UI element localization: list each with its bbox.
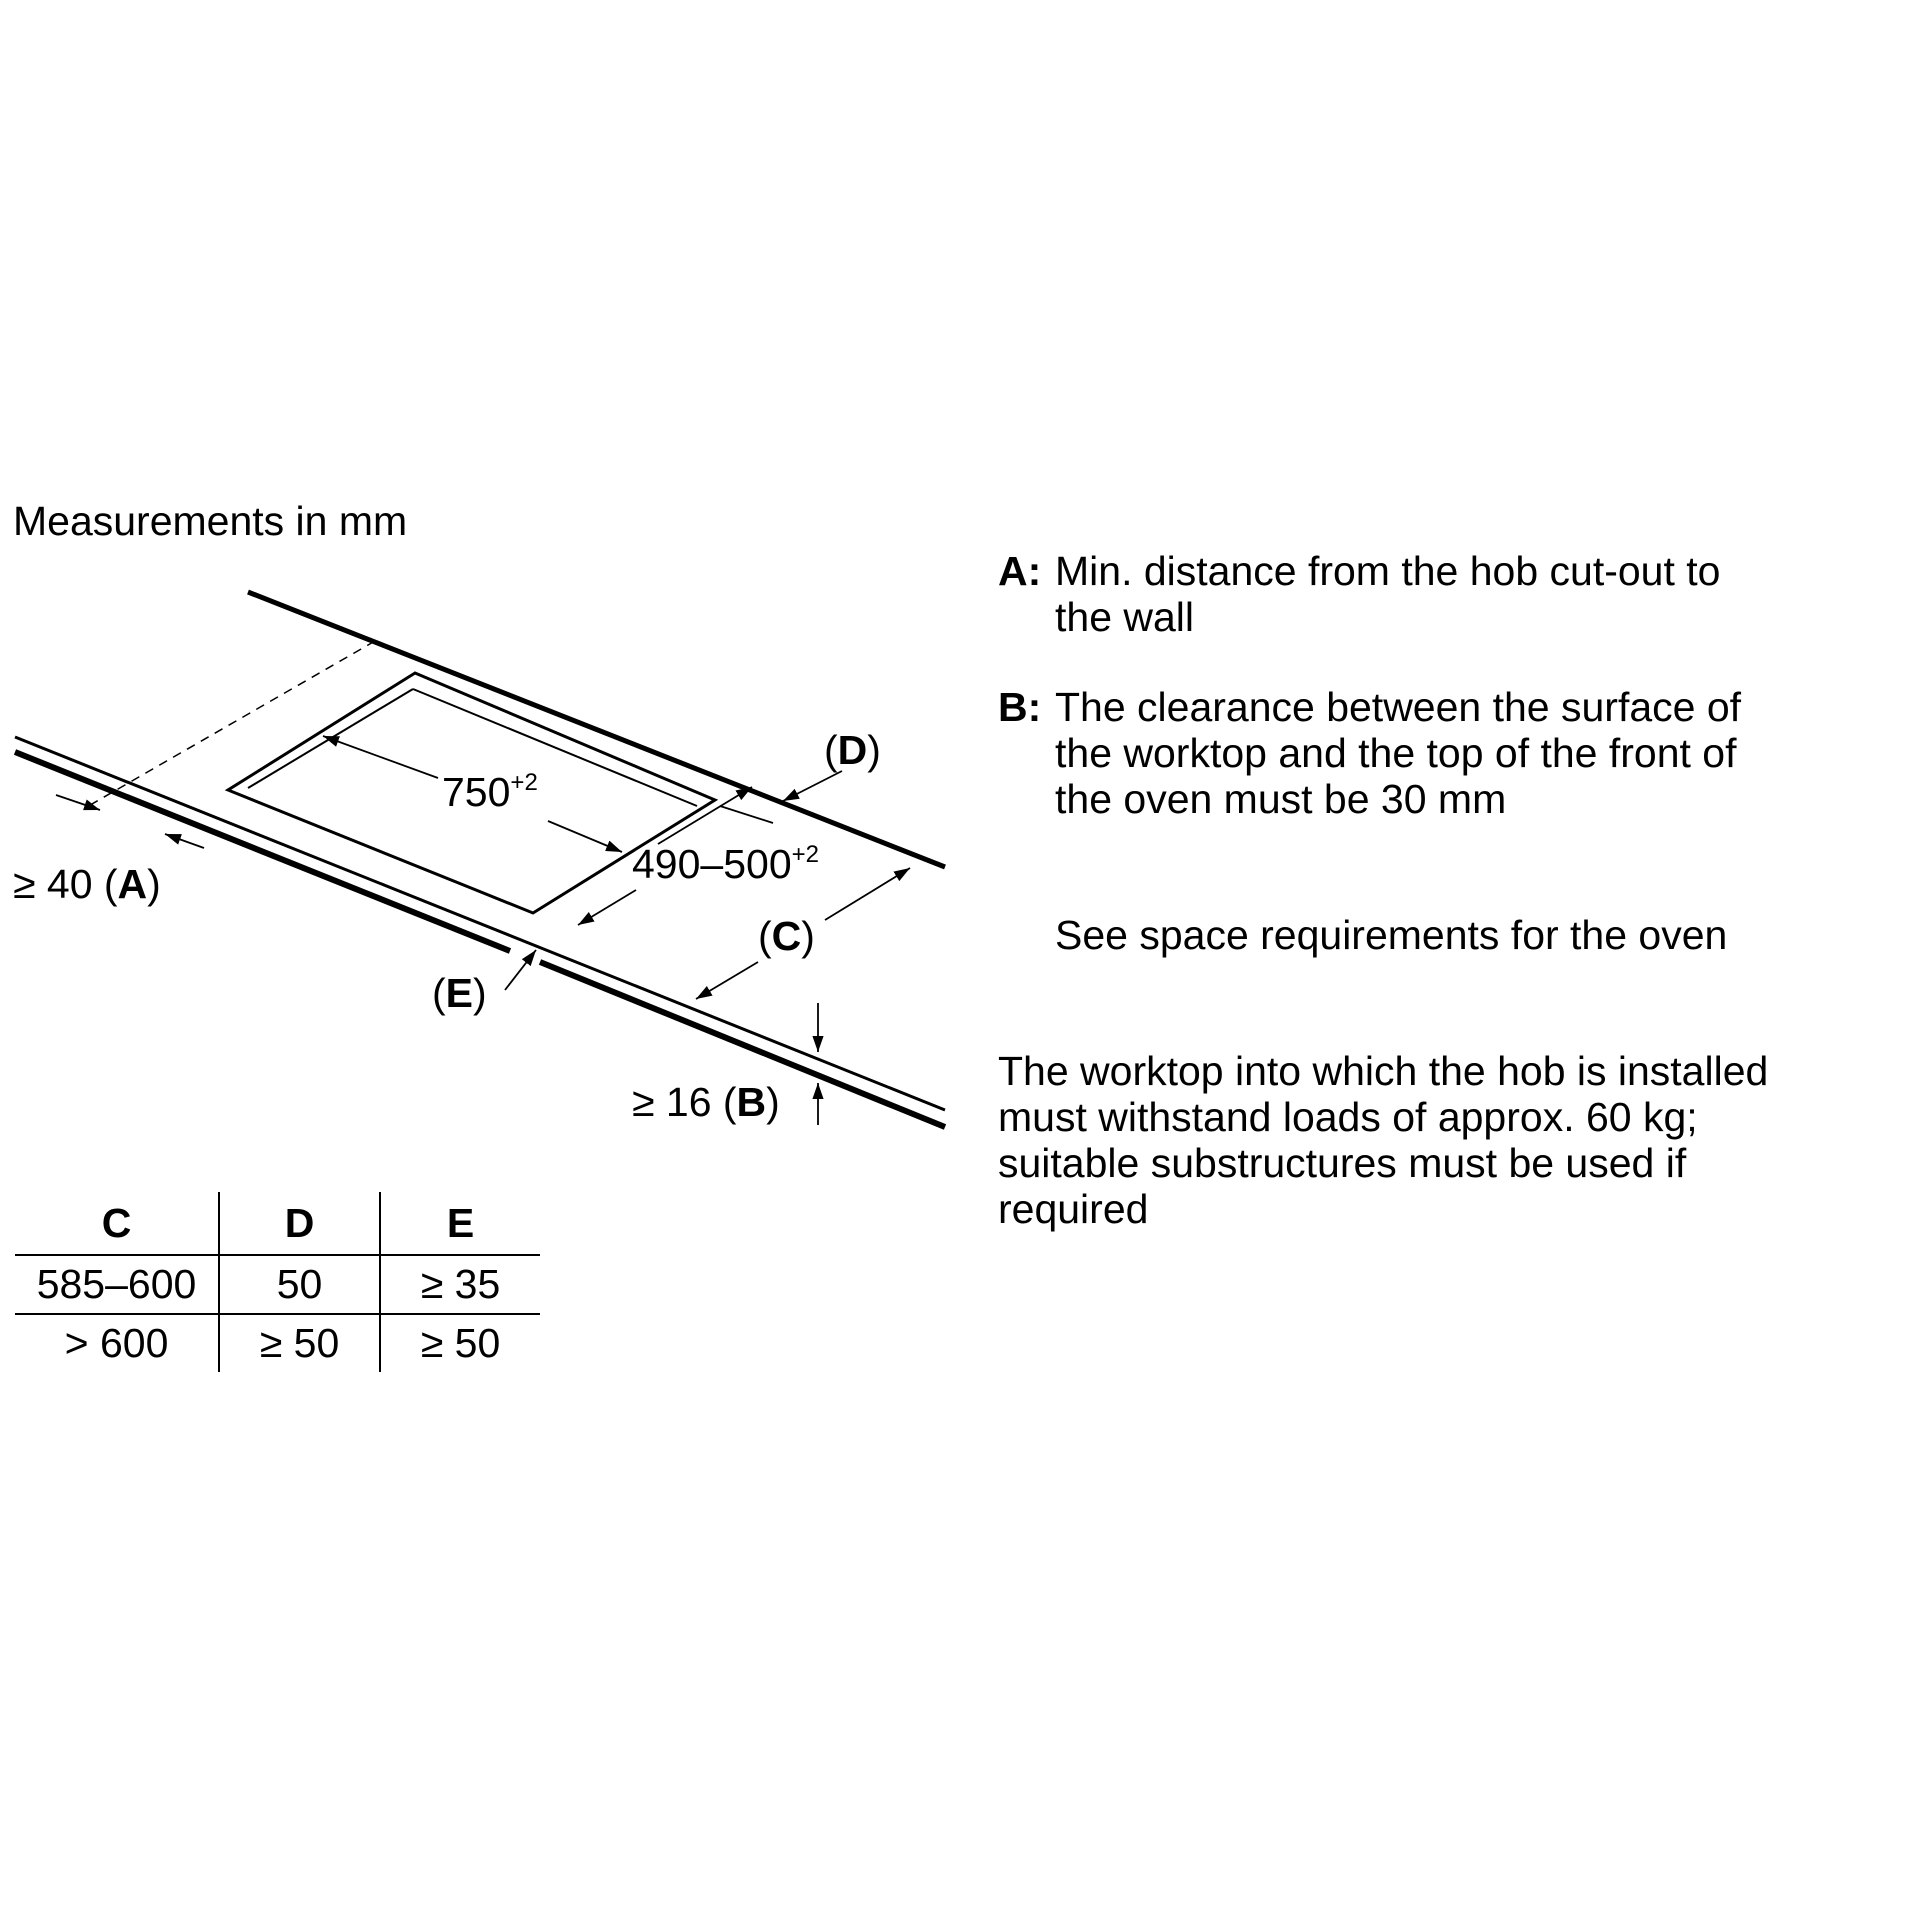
load-note-1: The worktop into which the hob is installed	[998, 1048, 1769, 1094]
cutout-depth-label: $490-500^{+2}$	[632, 841, 819, 887]
table-cell: 585–600	[15, 1255, 219, 1314]
table-header-d: D	[219, 1192, 380, 1255]
table-row	[15, 1255, 540, 1314]
dim-e-arrow	[505, 950, 536, 990]
oven-space-note: See space requirements for the oven	[1055, 912, 1728, 958]
label-d: (D)	[824, 727, 881, 773]
dim-750-arrow-right	[548, 821, 622, 852]
legend-b-text-1: The clearance between the surface of	[1055, 684, 1742, 730]
dim-a-arrow-right	[165, 834, 204, 848]
legend-a-text-1: Min. distance from the hob cut-out to	[1055, 548, 1721, 594]
cutout-width-label: $750^{+2}$	[442, 769, 538, 815]
legend-b-key: B:	[998, 684, 1042, 730]
table-header-e: E	[380, 1192, 540, 1255]
table-cell: ≥ 35	[380, 1255, 540, 1314]
legend-b-text-3: the oven must be 30 mm	[1055, 776, 1507, 822]
label-c: (C)	[758, 913, 815, 959]
legend-a-text-2: the wall	[1055, 594, 1195, 640]
dim-depth-ext	[720, 806, 773, 823]
dim-d-arrow	[783, 771, 842, 801]
table-cell: ≥ 50	[219, 1314, 380, 1372]
units-note: Measurements in mm	[13, 498, 408, 544]
table-header-c: C	[15, 1192, 219, 1255]
table-cell: 50	[219, 1255, 380, 1314]
dim-c-arrow-bottom	[696, 962, 758, 999]
dim-750-arrow-left	[323, 736, 438, 778]
table-cell: > 600	[64, 1320, 169, 1366]
dim-depth-arrow-bottom	[578, 890, 636, 925]
label-b: ≥ 16 (B)	[632, 1079, 780, 1125]
table-header-row	[15, 1192, 540, 1255]
clearance-table	[15, 1192, 540, 1372]
label-a: ≥ 40 (A)	[13, 861, 161, 907]
load-note-2: must withstand loads of approx. 60 kg;	[998, 1094, 1698, 1140]
dim-c-arrow-top	[825, 868, 910, 920]
label-e: (E)	[432, 970, 487, 1016]
table-cell: ≥ 50	[380, 1314, 540, 1372]
load-note-3: suitable substructures must be used if	[998, 1140, 1687, 1186]
load-note-4: required	[998, 1186, 1149, 1232]
table-row	[15, 1314, 540, 1372]
legend-a-key: A:	[998, 548, 1042, 594]
legend-b-text-2: the worktop and the top of the front of	[1055, 730, 1737, 776]
